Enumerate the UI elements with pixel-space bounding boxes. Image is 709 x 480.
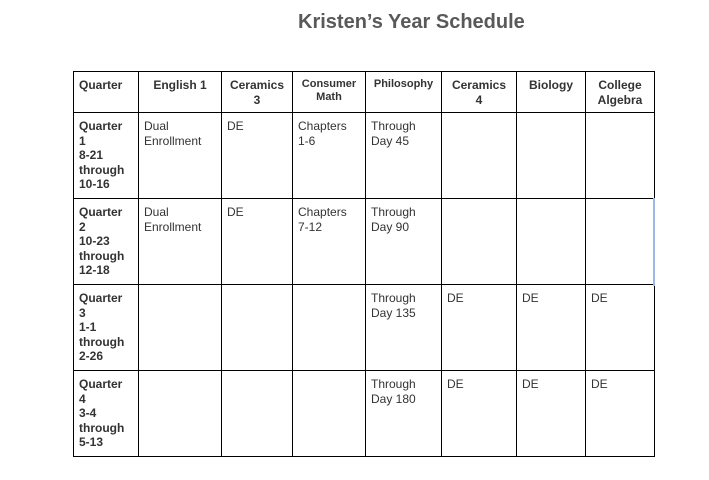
table-cell[interactable]: DE: [442, 371, 517, 457]
table-row: [74, 113, 655, 199]
table-cell[interactable]: DE: [586, 285, 655, 371]
table-cell[interactable]: DE: [442, 285, 517, 371]
table-cell[interactable]: [293, 285, 366, 371]
header-college-algebra[interactable]: College Algebra: [586, 72, 655, 113]
table-cell[interactable]: DE: [222, 113, 293, 199]
table-cell[interactable]: [442, 199, 517, 285]
table-cell[interactable]: [139, 285, 222, 371]
table-cell[interactable]: Through Day 45: [366, 113, 442, 199]
header-ceramics-3[interactable]: Ceramics 3: [222, 72, 293, 113]
header-philosophy[interactable]: Philosophy: [366, 72, 442, 113]
table-selection-handle[interactable]: [653, 198, 655, 286]
table-cell[interactable]: [586, 113, 655, 199]
table-cell[interactable]: [293, 371, 366, 457]
table-cell[interactable]: Chapters 7-12: [293, 199, 366, 285]
table-row: [74, 199, 655, 285]
table-cell[interactable]: [139, 371, 222, 457]
table-cell[interactable]: DE: [517, 371, 586, 457]
table-cell[interactable]: [517, 113, 586, 199]
header-english-1[interactable]: English 1: [139, 72, 222, 113]
table-cell[interactable]: DE: [586, 371, 655, 457]
table-cell[interactable]: Dual Enrollment: [139, 199, 222, 285]
table-cell[interactable]: Through Day 90: [366, 199, 442, 285]
table-row: [74, 371, 655, 457]
table-cell[interactable]: DE: [517, 285, 586, 371]
quarter-cell[interactable]: Quarter 4 3-4 through 5-13: [74, 371, 139, 457]
quarter-cell[interactable]: Quarter 1 8-21 through 10-16: [74, 113, 139, 199]
quarter-cell[interactable]: Quarter 3 1-1 through 2-26: [74, 285, 139, 371]
table-cell[interactable]: [586, 199, 655, 285]
table-cell[interactable]: Dual Enrollment: [139, 113, 222, 199]
table-cell[interactable]: [222, 371, 293, 457]
document-title: Kristen’s Year Schedule: [298, 11, 525, 33]
table-cell[interactable]: [442, 113, 517, 199]
header-ceramics-4[interactable]: Ceramics 4: [442, 72, 517, 113]
schedule-table: [73, 71, 655, 457]
header-biology[interactable]: Biology: [517, 72, 586, 113]
quarter-cell[interactable]: Quarter 2 10-23 through 12-18: [74, 199, 139, 285]
table-cell[interactable]: DE: [222, 199, 293, 285]
header-consumer-math[interactable]: Consumer Math: [293, 72, 366, 113]
table-cell[interactable]: Chapters 1-6: [293, 113, 366, 199]
table-cell[interactable]: [517, 199, 586, 285]
table-cell[interactable]: Through Day 135: [366, 285, 442, 371]
header-quarter[interactable]: Quarter: [74, 72, 139, 113]
table-cell[interactable]: [222, 285, 293, 371]
header-row: [74, 72, 655, 113]
table-row: [74, 285, 655, 371]
table-cell[interactable]: Through Day 180: [366, 371, 442, 457]
